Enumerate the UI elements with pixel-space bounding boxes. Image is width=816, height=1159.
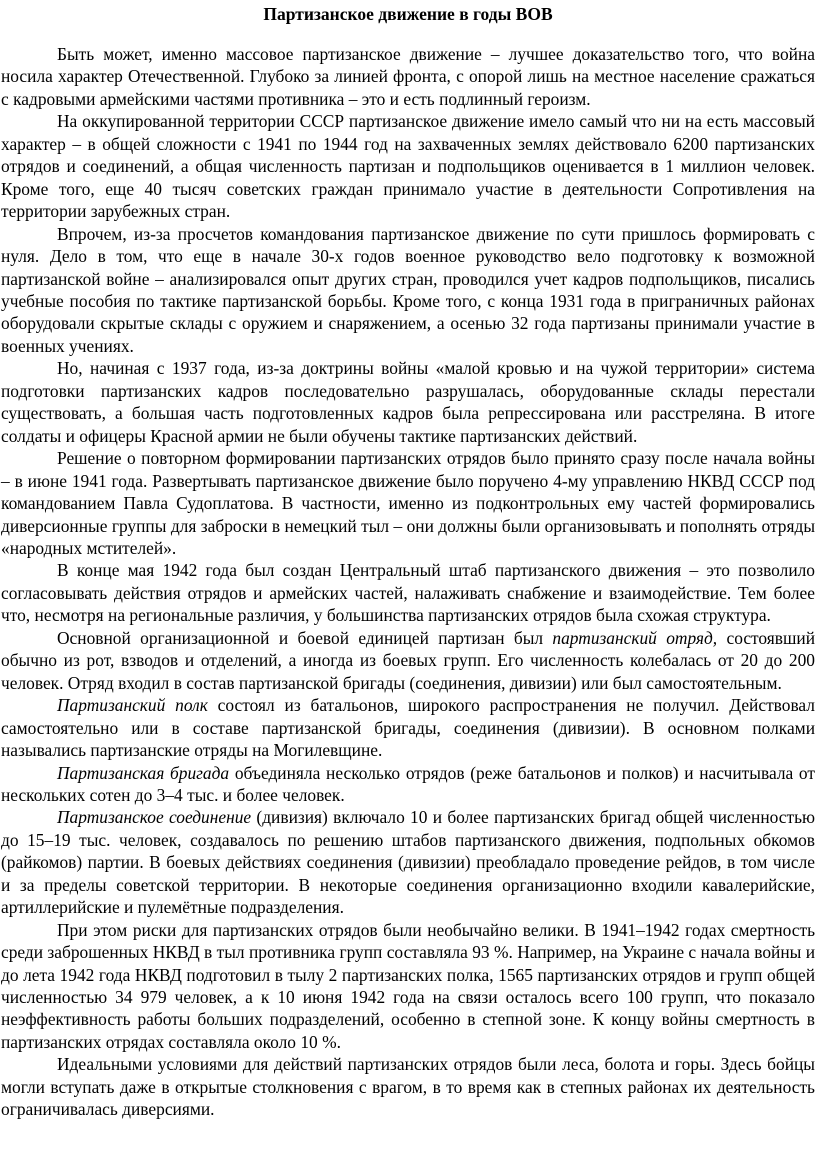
term-partisan-regiment: Партизанский полк (57, 695, 208, 716)
term-partisan-formation: Партизанское соединение (57, 807, 252, 828)
paragraph: Быть может, именно массовое партизанское движение – лучшее доказательство того, что война носила характер Отечественной. Глубоко за линией фронта, с опорой лишь на местное население сражаться с кадровыми армейскими частями противника – это и есть подлинный героизм. (1, 44, 815, 109)
paragraph: Идеальными условиями для действий партизанских отрядов были леса, болота и горы. Здесь бойцы могли вступать даже в открытые столкновения с врагом, в то время как в степных районах их деятельность ограничивалась диверсиями. (1, 1054, 815, 1120)
term-partisan-brigade: Партизанская бригада (57, 762, 230, 783)
document-title: Партизанское движение в годы ВОВ (263, 4, 553, 24)
paragraph-rest: состоял из батальонов, широкого распространения не получил. Действовал самостоятельно или в составе партизанской бригады, соединения (дивизии). В основном полками назывались партизанские отряды на Могилевщине. (1, 695, 815, 761)
paragraph-partisan-regiment (1, 694, 815, 761)
paragraph-rest: объединяла несколько отрядов (реже батальонов и полков) и насчитывала от нескольких сотен до 3–4 тыс. и более человек. (1, 762, 815, 805)
paragraph-lead: Основной организационной и боевой единицей партизан был (57, 627, 553, 648)
term-partisan-detachment: партизанский отряд, (552, 627, 718, 648)
paragraph: На оккупированной территории СССР партизанское движение имело самый что ни на есть массовый характер – в общей сложности с 1941 по 1944 год на захваченных землях действовало 6200 партизанских отрядов и соединений, а общая численность партизан и подпольщиков оценивается в 1 миллион человек. Кроме того, еще 40 тысяч советских граждан принимало участие в деятельности Сопротивления на территории зарубежных стран. (1, 111, 815, 222)
paragraph: Решение о повторном формировании партизанских отрядов было принято сразу после начала войны – в июне 1941 года. Развертывать партизанское движение было поручено 4-му управлению НКВД СССР под командованием Павла Судоплатова. В частности, именно из подконтрольных ему частей формировались диверсионные группы для заброски в немецкий тыл – они должны были организовывать и пополнять отряды «народных мстителей». (1, 448, 815, 558)
paragraph-partisan-brigade (1, 762, 815, 807)
paragraph: Но, начиная с 1937 года, из-за доктрины войны «малой кровью и на чужой территории» система подготовки партизанских кадров последовательно разрушалась, оборудованные склады перестали существовать, а большая часть подготовленных кадров была репрессирована или расстреляна. В итоге солдаты и офицеры Красной армии не были обучены тактике партизанских действий. (1, 358, 815, 446)
paragraph-rest: состоявший обычно из рот, взводов и отделений, а иногда из боевых групп. Его численность колебалась от 20 до 200 человек. Отряд входил в состав партизанской бригады (соединения, дивизии) или был самостоятельным. (1, 627, 815, 693)
paragraph-rest: (дивизия) включало 10 и более партизанских бригад общей численностью до 15–19 тыс. человек, создавалось по решению штабов партизанского движения, подпольных обкомов (райкомов) партии. В боевых действиях соединения (дивизии) преобладало проведение рейдов, в том числе и за пределы советской территории. В некоторые соединения организационно входили кавалерийские, артиллерийские и пулемётные подразделения. (1, 807, 815, 918)
paragraph: Впрочем, из-за просчетов командования партизанское движение по сути пришлось формировать с нуля. Дело в том, что еще в начале 30-х годов военное руководство вело подготовку к возможной партизанской войне – анализировался опыт других стран, проводился учет кадров подпольщиков, писались учебные пособия по тактике партизанской борьбы. Кроме того, с конца 1931 года в приграничных районах оборудовали скрытые склады с оружием и снаряжением, а осенью 32 года партизаны принимали участие в военных учениях. (1, 223, 815, 356)
paragraph-partisan-formation (1, 806, 815, 918)
paragraph: В конце мая 1942 года был создан Центральный штаб партизанского движения – это позволило согласовывать действия отрядов и армейских частей, налаживать снабжение и взаимодействие. Тем более что, несмотря на региональные различия, у большинства партизанских отрядов была схожая структура. (1, 560, 815, 626)
paragraph: При этом риски для партизанских отрядов были необычайно велики. В 1941–1942 годах смертность среди заброшенных НКВД в тыл противника групп составляла 93 %. Например, на Украине с начала войны и до лета 1942 года НКВД подготовил в тылу 2 партизанских полка, 1565 партизанских отрядов и групп общей численностью 34 979 человек, а к 10 июня 1942 года на связи осталось всего 100 групп, что показало неэффективность работы больших подразделений, особенно в степной зоне. К концу войны смертность в партизанских отрядах составляла около 10 %. (1, 919, 815, 1052)
document-page (0, 3, 816, 1159)
paragraph-partisan-detachment (1, 627, 815, 694)
